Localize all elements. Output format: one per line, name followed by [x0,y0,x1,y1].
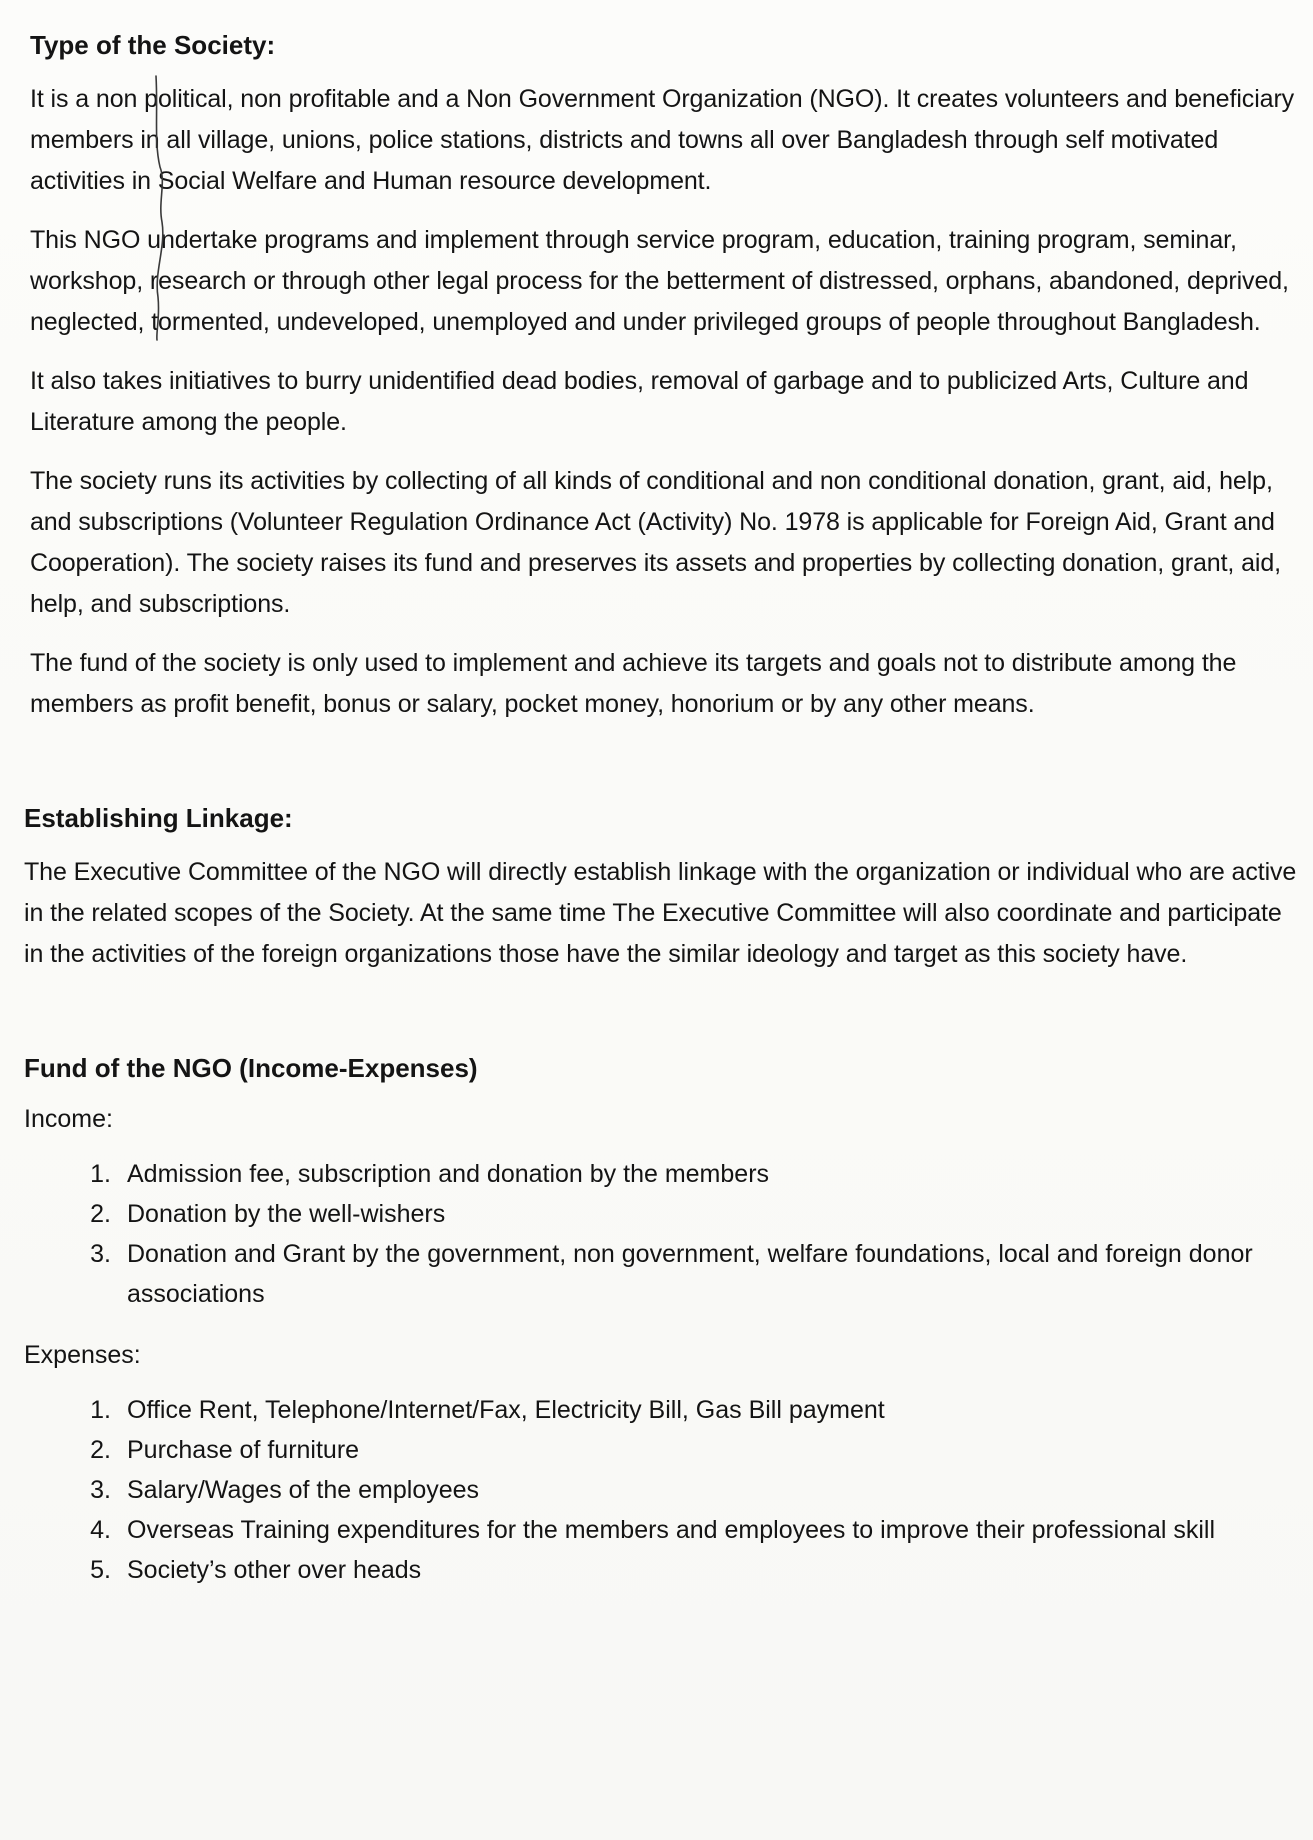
list-item [71,1510,1297,1550]
paragraph: The Executive Committee of the NGO will directly establish linkage with the organization or individual who are active in the related scopes of the Society. At the same time The Executive Committee will also coordinate and participate in the activities of the foreign organizations those have the similar ideology and target as this society have. [24,858,1297,968]
list-item-text: Donation by the well-wishers [127,1200,446,1228]
list-item [71,1234,1297,1314]
list-number: 5. [90,1556,111,1584]
section-establishing-linkage [24,801,1297,975]
list-item-text: Society’s other over heads [127,1556,422,1584]
list-number: 1. [90,1396,111,1424]
list-item-text: Admission fee, subscription and donation by the members [127,1160,770,1188]
list-number: 1. [90,1160,111,1188]
list-item-text: Donation and Grant by the government, non government, welfare foundations, local and foreign donor associations [127,1240,1253,1308]
list-item-text: Purchase of furniture [127,1436,360,1464]
section-type-of-society [30,28,1297,725]
income-list [24,1154,1297,1314]
heading-establishing-linkage: Establishing Linkage: [24,803,293,833]
heading-type-of-society: Type of the Society: [30,30,276,60]
list-item [71,1194,1297,1234]
list-number: 3. [90,1240,111,1268]
list-item-text: Salary/Wages of the employees [127,1476,480,1504]
list-number: 2. [90,1200,111,1228]
list-item-text: Overseas Training expenditures for the members and employees to improve their professional skill [127,1516,1216,1544]
list-item-text: Office Rent, Telephone/Internet/Fax, Electricity Bill, Gas Bill payment [127,1396,885,1424]
list-item [71,1470,1297,1510]
list-number: 3. [90,1476,111,1504]
paragraph: It also takes initiatives to burry unidentified dead bodies, removal of garbage and to publicized Arts, Culture and Literature among the people. [30,367,1249,436]
income-label: Income: [24,1105,113,1133]
paragraph: It is a non political, non profitable and a Non Government Organization (NGO). It creates volunteers and beneficiary members in all village, unions, police stations, districts and towns all over Bangladesh through self motivated activities in Social Welfare and Human resource development. [30,85,1295,195]
list-number: 2. [90,1436,111,1464]
paragraph: The society runs its activities by collecting of all kinds of conditional and non conditional donation, grant, aid, help, and subscriptions (Volunteer Regulation Ordinance Act (Activity) No. 1978 is applicable for Foreign Aid, Grant and Cooperation). The society raises its fund and preserves its assets and properties by collecting donation, grant, aid, help, and subscriptions. [30,467,1282,618]
expenses-label: Expenses: [24,1341,141,1369]
expenses-list [24,1390,1297,1590]
list-item [71,1154,1297,1194]
paragraph: This NGO undertake programs and implement through service program, education, training program, seminar, workshop, research or through other legal process for the betterment of distressed, orphans, abandoned, deprived, neglected, tormented, undeveloped, unemployed and under privileged groups of people throughout Bangladesh. [30,226,1289,336]
paragraph: The fund of the society is only used to implement and achieve its targets and goals not to distribute among the members as profit benefit, bonus or salary, pocket money, honorium or by any other means. [30,649,1237,718]
section-fund [24,1051,1297,1590]
list-item [71,1550,1297,1590]
heading-fund: Fund of the NGO (Income-Expenses) [24,1053,478,1083]
list-item [71,1430,1297,1470]
list-number: 4. [90,1516,111,1544]
list-item [71,1390,1297,1430]
